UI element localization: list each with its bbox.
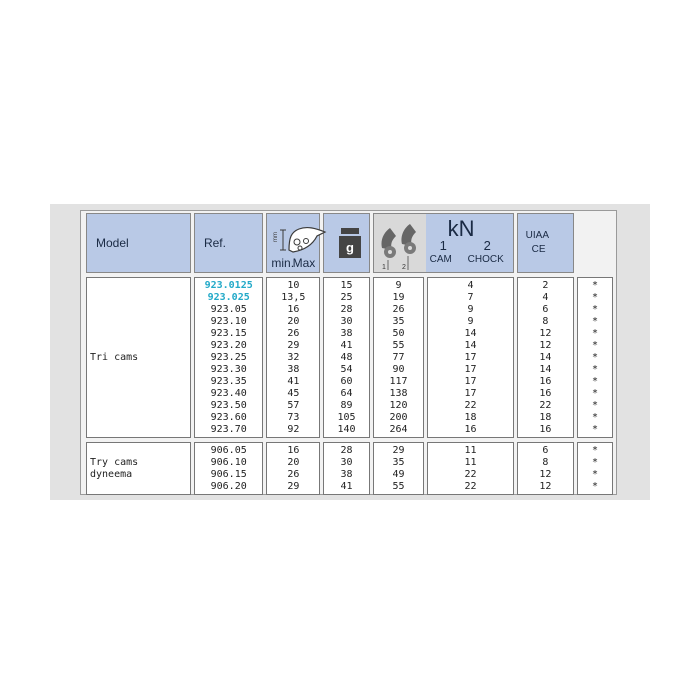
max-value: 30 bbox=[340, 316, 353, 327]
kn-cam-value: 22 bbox=[464, 400, 477, 411]
min-value: 29 bbox=[287, 481, 300, 492]
min-value: 38 bbox=[287, 364, 300, 375]
kn-cam-value: 22 bbox=[464, 481, 477, 492]
weight-value: 77 bbox=[392, 352, 405, 363]
uiaa-value: * bbox=[592, 481, 599, 492]
uiaa-value: * bbox=[592, 304, 599, 315]
max-value: 41 bbox=[340, 481, 353, 492]
kn-cam-number: 1 bbox=[439, 238, 447, 253]
kn-cam-value: 11 bbox=[464, 457, 477, 468]
weight-column bbox=[373, 277, 425, 438]
uiaa-value: * bbox=[592, 457, 599, 468]
max-value: 30 bbox=[340, 457, 353, 468]
kn-chock-value: 6 bbox=[542, 304, 549, 315]
uiaa-value: * bbox=[592, 364, 599, 375]
kn-chock-value: 16 bbox=[539, 424, 552, 435]
header-uiaa bbox=[517, 213, 574, 273]
refs-value: 923.10 bbox=[210, 316, 247, 327]
kn-cam-value: 14 bbox=[464, 340, 477, 351]
group-tri-cams bbox=[86, 277, 613, 438]
icon-number-1: 1 bbox=[381, 264, 386, 271]
weight-value: 200 bbox=[389, 412, 408, 423]
kn-chock-value: 6 bbox=[542, 445, 549, 456]
refs-value: 923.70 bbox=[210, 424, 247, 435]
header-kn bbox=[373, 213, 514, 273]
header-model bbox=[86, 213, 191, 273]
weight-value: 26 bbox=[392, 304, 405, 315]
kn-cam-column bbox=[427, 277, 513, 438]
uiaa-value: * bbox=[592, 352, 599, 363]
kn-cam-value: 17 bbox=[464, 376, 477, 387]
ref-column bbox=[194, 442, 263, 495]
max-value: 38 bbox=[340, 328, 353, 339]
min-value: 26 bbox=[287, 328, 300, 339]
weight-unit-label: g bbox=[346, 240, 355, 255]
min-value: 20 bbox=[287, 316, 300, 327]
kn-chock-label: CHOCK bbox=[467, 254, 504, 265]
uiaa-value: * bbox=[592, 280, 599, 291]
weight-value: 35 bbox=[392, 316, 405, 327]
kn-chock-column bbox=[517, 442, 574, 495]
kn-cam-value: 9 bbox=[467, 304, 474, 315]
weight-value: 90 bbox=[392, 364, 405, 375]
weight-value: 55 bbox=[392, 481, 405, 492]
uiaa-value: * bbox=[592, 292, 599, 303]
max-value: 89 bbox=[340, 400, 353, 411]
max-column bbox=[323, 442, 369, 495]
min-value: 41 bbox=[287, 376, 300, 387]
min-value: 92 bbox=[287, 424, 300, 435]
kn-cam-value: 16 bbox=[464, 424, 477, 435]
refs-value: 906.10 bbox=[210, 457, 247, 468]
uiaa-column bbox=[577, 442, 613, 495]
refs-value: 923.025 bbox=[207, 292, 250, 303]
weight-value: 29 bbox=[392, 445, 405, 456]
header-ref-label: Ref. bbox=[203, 236, 226, 250]
uiaa-value: * bbox=[592, 328, 599, 339]
refs-value: 923.05 bbox=[210, 304, 247, 315]
uiaa-label: UIAA bbox=[525, 230, 549, 241]
max-value: 28 bbox=[340, 445, 353, 456]
kn-chock-column bbox=[517, 277, 574, 438]
weight-value: 50 bbox=[392, 328, 405, 339]
spec-table bbox=[83, 213, 616, 495]
kn-chock-value: 14 bbox=[539, 364, 552, 375]
kn-chock-value: 18 bbox=[539, 412, 552, 423]
kn-cam-value: 14 bbox=[464, 328, 477, 339]
weight-value: 35 bbox=[392, 457, 405, 468]
uiaa-value: * bbox=[592, 424, 599, 435]
kn-cam-value: 18 bbox=[464, 412, 477, 423]
weight-value: 117 bbox=[389, 376, 408, 387]
max-value: 64 bbox=[340, 388, 353, 399]
min-column bbox=[266, 442, 320, 495]
header-model-label: Model bbox=[96, 236, 129, 250]
min-value: 73 bbox=[287, 412, 300, 423]
refs-value: 906.20 bbox=[210, 481, 247, 492]
max-value: 54 bbox=[340, 364, 353, 375]
kn-chock-value: 14 bbox=[539, 352, 552, 363]
kn-cam-label: CAM bbox=[429, 254, 452, 265]
uiaa-value: * bbox=[592, 340, 599, 351]
kn-chock-value: 8 bbox=[542, 457, 549, 468]
refs-value: 923.35 bbox=[210, 376, 247, 387]
max-value: 48 bbox=[340, 352, 353, 363]
group-try-cams-dyneema bbox=[86, 442, 613, 495]
min-value: 29 bbox=[287, 340, 300, 351]
uiaa-value: * bbox=[592, 388, 599, 399]
kn-cam-value: 17 bbox=[464, 388, 477, 399]
min-column bbox=[266, 277, 320, 438]
kn-chock-value: 12 bbox=[539, 328, 552, 339]
uiaa-value: * bbox=[592, 400, 599, 411]
kn-cam-value: 4 bbox=[467, 280, 474, 291]
kn-label: kN bbox=[447, 216, 475, 241]
refs-value: 923.0125 bbox=[204, 280, 253, 291]
weight-value: 49 bbox=[392, 469, 405, 480]
weight-value: 9 bbox=[395, 280, 402, 291]
max-column bbox=[323, 277, 369, 438]
kn-cam-value: 17 bbox=[464, 364, 477, 375]
header-range bbox=[266, 213, 320, 273]
kn-chock-value: 2 bbox=[542, 280, 549, 291]
max-value: 25 bbox=[340, 292, 353, 303]
ref-column bbox=[194, 277, 263, 438]
header-ref bbox=[194, 213, 263, 273]
weight-value: 55 bbox=[392, 340, 405, 351]
uiaa-value: * bbox=[592, 412, 599, 423]
min-value: 26 bbox=[287, 469, 300, 480]
kn-cam-value: 11 bbox=[464, 445, 477, 456]
refs-value: 923.60 bbox=[210, 412, 247, 423]
min-value: 10 bbox=[287, 280, 300, 291]
ce-mark: CE bbox=[531, 244, 546, 255]
weight-value: 138 bbox=[389, 388, 408, 399]
refs-value: 923.20 bbox=[210, 340, 247, 351]
max-value: 105 bbox=[337, 412, 356, 423]
min-value: 16 bbox=[287, 445, 300, 456]
refs-value: 923.40 bbox=[210, 388, 247, 399]
weight-value: 264 bbox=[389, 424, 408, 435]
kn-chock-value: 22 bbox=[539, 400, 552, 411]
header-max-label: Max bbox=[292, 256, 316, 270]
cam-chock-icon bbox=[374, 214, 426, 272]
refs-value: 906.05 bbox=[210, 445, 247, 456]
kn-chock-value: 12 bbox=[539, 481, 552, 492]
kn-cam-value: 22 bbox=[464, 469, 477, 480]
min-value: 32 bbox=[287, 352, 300, 363]
max-value: 140 bbox=[337, 424, 356, 435]
weight-icon bbox=[324, 214, 376, 272]
refs-value: 906.15 bbox=[210, 469, 247, 480]
refs-value: 923.50 bbox=[210, 400, 247, 411]
max-value: 28 bbox=[340, 304, 353, 315]
kn-chock-value: 16 bbox=[539, 376, 552, 387]
uiaa-value: * bbox=[592, 469, 599, 480]
min-value: 13,5 bbox=[281, 292, 306, 303]
kn-chock-value: 16 bbox=[539, 388, 552, 399]
model-name: Tri cams bbox=[90, 352, 139, 363]
weight-column bbox=[373, 442, 425, 495]
kn-cam-value: 7 bbox=[467, 292, 474, 303]
kn-chock-number: 2 bbox=[483, 238, 491, 253]
kn-cam-value: 9 bbox=[467, 316, 474, 327]
kn-cam-value: 17 bbox=[464, 352, 477, 363]
model-cell bbox=[86, 442, 191, 495]
max-value: 60 bbox=[340, 376, 353, 387]
icon-number-2: 2 bbox=[401, 264, 406, 271]
kn-chock-value: 4 bbox=[542, 292, 549, 303]
header-weight bbox=[323, 213, 369, 273]
uiaa-value: * bbox=[592, 445, 599, 456]
weight-value: 120 bbox=[389, 400, 408, 411]
refs-value: 923.25 bbox=[210, 352, 247, 363]
spec-table-panel bbox=[80, 210, 617, 495]
uiaa-column bbox=[577, 277, 613, 438]
uiaa-value: * bbox=[592, 316, 599, 327]
refs-value: 923.30 bbox=[210, 364, 247, 375]
kn-chock-value: 12 bbox=[539, 469, 552, 480]
kn-chock-value: 12 bbox=[539, 340, 552, 351]
min-value: 45 bbox=[287, 388, 300, 399]
max-value: 38 bbox=[340, 469, 353, 480]
header-min-label: min. bbox=[271, 256, 295, 270]
min-value: 16 bbox=[287, 304, 300, 315]
range-unit-label: mm bbox=[273, 232, 280, 242]
min-value: 20 bbox=[287, 457, 300, 468]
model-name-line1: Try cams bbox=[90, 457, 139, 468]
weight-value: 19 bbox=[392, 292, 405, 303]
kn-cam-column bbox=[427, 442, 513, 495]
min-value: 57 bbox=[287, 400, 300, 411]
max-value: 15 bbox=[340, 280, 353, 291]
model-cell bbox=[86, 277, 191, 438]
model-name-line2: dyneema bbox=[90, 469, 133, 480]
cam-range-icon bbox=[267, 216, 327, 260]
refs-value: 923.15 bbox=[210, 328, 247, 339]
max-value: 41 bbox=[340, 340, 353, 351]
kn-chock-value: 8 bbox=[542, 316, 549, 327]
uiaa-value: * bbox=[592, 376, 599, 387]
